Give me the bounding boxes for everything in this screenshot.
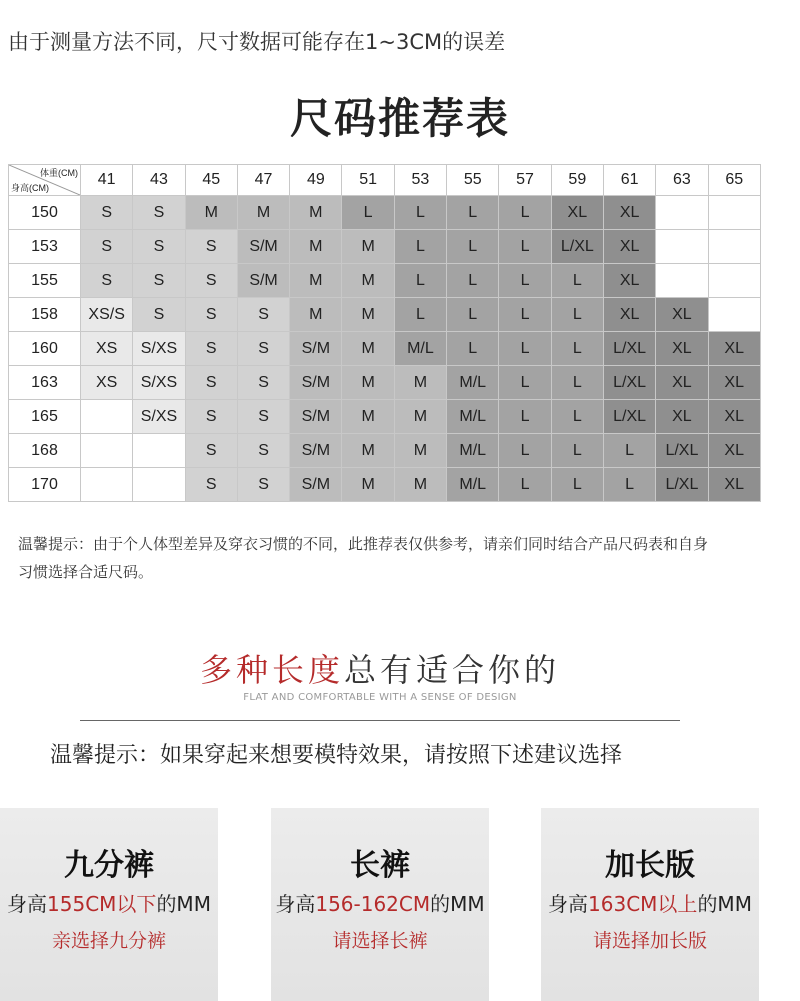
size-cell: S	[133, 230, 185, 264]
height-cell: 153	[9, 230, 81, 264]
size-cell: S	[237, 332, 289, 366]
weight-header-cell: 55	[447, 165, 499, 196]
size-cell	[81, 434, 133, 468]
length-card-title: 长裤	[350, 848, 410, 883]
weight-header-cell: 49	[290, 165, 342, 196]
model-effect-advice: 温馨提示：如果穿起来想要模特效果，请按照下述建议选择	[50, 743, 623, 768]
length-card-action: 请选择加长版	[592, 930, 707, 952]
table-corner-cell	[9, 165, 81, 196]
size-cell: S	[81, 230, 133, 264]
size-cell: S	[133, 196, 185, 230]
size-cell: L	[394, 230, 446, 264]
table-row	[9, 434, 761, 468]
size-cell: S	[237, 400, 289, 434]
size-cell: L	[499, 196, 551, 230]
size-cell	[708, 196, 760, 230]
size-cell: M/L	[394, 332, 446, 366]
size-cell: M	[342, 400, 394, 434]
size-cell: M/L	[447, 366, 499, 400]
size-cell: XL	[708, 332, 760, 366]
size-cell: L	[447, 332, 499, 366]
length-title-rest: 总有适合你的	[344, 651, 561, 689]
size-cell: M	[342, 264, 394, 298]
size-cell: S	[237, 366, 289, 400]
size-cell: XL	[603, 196, 655, 230]
size-cell	[708, 264, 760, 298]
length-card-title: 加长版	[605, 848, 695, 883]
size-recommendation-table	[8, 164, 761, 502]
size-cell: S/XS	[133, 400, 185, 434]
size-cell: S	[185, 298, 237, 332]
size-cell: M	[342, 298, 394, 332]
table-row	[9, 400, 761, 434]
size-cell: L	[499, 400, 551, 434]
size-cell: S/M	[290, 366, 342, 400]
size-cell	[133, 468, 185, 502]
length-section-title	[0, 645, 760, 691]
size-cell: S/M	[290, 400, 342, 434]
size-cell	[81, 468, 133, 502]
height-cell: 168	[9, 434, 81, 468]
height-axis-label: 身高(CM)	[11, 183, 49, 193]
size-cell: L	[499, 366, 551, 400]
size-cell: S	[185, 264, 237, 298]
size-cell: S/M	[237, 230, 289, 264]
size-table-body	[9, 196, 761, 502]
size-cell: L/XL	[656, 468, 708, 502]
weight-header-row	[9, 165, 761, 196]
length-title-highlight: 多种长度	[199, 651, 344, 689]
height-cell: 150	[9, 196, 81, 230]
size-cell	[656, 264, 708, 298]
size-cell: XL	[708, 468, 760, 502]
weight-axis-label: 体重(CM)	[40, 168, 78, 178]
size-cell: L/XL	[603, 366, 655, 400]
size-cell: L	[499, 434, 551, 468]
size-cell: M	[290, 230, 342, 264]
size-chart-title: 尺码推荐表	[289, 94, 510, 143]
height-suffix: 的MM	[430, 892, 485, 916]
size-cell: XL	[551, 196, 603, 230]
size-cell: S/XS	[133, 332, 185, 366]
size-cell: M	[394, 434, 446, 468]
size-cell: S	[81, 264, 133, 298]
measurement-notice: 由于测量方法不同，尺寸数据可能存在1~3CM的误差	[8, 30, 506, 54]
weight-header-cell: 45	[185, 165, 237, 196]
size-cell	[656, 196, 708, 230]
size-cell: L	[551, 264, 603, 298]
size-cell: S/M	[237, 264, 289, 298]
weight-header-cell: 59	[551, 165, 603, 196]
size-cell: M	[185, 196, 237, 230]
size-cell: L	[551, 332, 603, 366]
height-prefix: 身高	[548, 892, 589, 916]
size-cell: M	[290, 196, 342, 230]
size-cell: XL	[708, 434, 760, 468]
size-cell: M	[290, 264, 342, 298]
size-cell	[133, 434, 185, 468]
size-cell: L	[551, 366, 603, 400]
size-cell: M	[394, 400, 446, 434]
size-cell: L	[394, 264, 446, 298]
size-cell: S	[185, 468, 237, 502]
size-cell: S	[237, 468, 289, 502]
size-cell: M	[342, 434, 394, 468]
size-cell: M	[394, 366, 446, 400]
size-cell: L	[447, 298, 499, 332]
size-cell: L/XL	[656, 434, 708, 468]
weight-header-cell: 51	[342, 165, 394, 196]
size-cell: M	[342, 332, 394, 366]
height-cell: 160	[9, 332, 81, 366]
weight-header-cell: 43	[133, 165, 185, 196]
size-cell: M	[394, 468, 446, 502]
table-row	[9, 230, 761, 264]
height-range: 163CM以上	[588, 892, 698, 916]
size-cell: S	[237, 298, 289, 332]
table-row	[9, 196, 761, 230]
length-card-height-line	[535, 888, 765, 917]
size-cell: XL	[656, 366, 708, 400]
size-cell: M	[342, 468, 394, 502]
size-chart-tip: 温馨提示：由于个人体型差异及穿衣习惯的不同，此推荐表仅供参考，请亲们同时结合产品尺码表和自身习惯选择合适尺码。	[18, 535, 709, 581]
section-divider	[80, 720, 680, 721]
height-suffix: 的MM	[156, 892, 211, 916]
weight-header-cell: 41	[81, 165, 133, 196]
size-cell: L	[551, 468, 603, 502]
size-cell: L	[394, 298, 446, 332]
length-card-height-line	[0, 888, 224, 917]
size-cell: L	[551, 298, 603, 332]
weight-header-cell: 53	[394, 165, 446, 196]
size-cell: XL	[656, 332, 708, 366]
size-cell: XS/S	[81, 298, 133, 332]
height-cell: 165	[9, 400, 81, 434]
height-range: 156-162CM	[315, 892, 431, 916]
size-cell: S	[185, 332, 237, 366]
size-cell: S	[185, 230, 237, 264]
size-cell: M/L	[447, 434, 499, 468]
size-cell: XL	[603, 298, 655, 332]
weight-header-cell: 63	[656, 165, 708, 196]
size-cell: XL	[708, 366, 760, 400]
size-cell: L	[551, 400, 603, 434]
height-prefix: 身高	[275, 892, 316, 916]
table-row	[9, 366, 761, 400]
weight-header-cell: 65	[708, 165, 760, 196]
size-cell: L	[499, 230, 551, 264]
height-cell: 155	[9, 264, 81, 298]
length-card-cropped	[0, 808, 218, 1001]
size-cell: L	[499, 332, 551, 366]
height-suffix: 的MM	[697, 892, 752, 916]
size-cell: M/L	[447, 468, 499, 502]
size-cell: XL	[603, 264, 655, 298]
table-row	[9, 264, 761, 298]
size-cell: S	[185, 366, 237, 400]
length-card-action: 亲选择九分裤	[51, 930, 166, 952]
size-cell: XS	[81, 332, 133, 366]
height-cell: 158	[9, 298, 81, 332]
size-cell	[656, 230, 708, 264]
height-prefix: 身高	[7, 892, 48, 916]
size-cell	[708, 298, 760, 332]
length-section-subtitle: FLAT AND COMFORTABLE WITH A SENSE OF DESIGN	[243, 692, 517, 703]
weight-header-cell: 61	[603, 165, 655, 196]
size-cell: M/L	[447, 400, 499, 434]
height-range: 155CM以下	[47, 892, 157, 916]
size-cell: L	[394, 196, 446, 230]
table-row	[9, 468, 761, 502]
height-cell: 170	[9, 468, 81, 502]
size-cell: XL	[656, 298, 708, 332]
size-cell: L	[447, 264, 499, 298]
size-cell: S	[237, 434, 289, 468]
size-cell: L/XL	[603, 332, 655, 366]
size-cell: S	[185, 434, 237, 468]
weight-header-cell: 57	[499, 165, 551, 196]
size-cell: XL	[656, 400, 708, 434]
size-cell: M	[237, 196, 289, 230]
size-cell: XL	[603, 230, 655, 264]
size-cell: M	[290, 298, 342, 332]
size-cell: L	[342, 196, 394, 230]
table-row	[9, 332, 761, 366]
size-cell: S	[81, 196, 133, 230]
weight-header-cell: 47	[237, 165, 289, 196]
size-cell: L/XL	[603, 400, 655, 434]
size-cell: S	[133, 264, 185, 298]
size-cell: L	[603, 468, 655, 502]
size-cell	[81, 400, 133, 434]
size-cell: XS	[81, 366, 133, 400]
size-cell: S	[133, 298, 185, 332]
size-cell: S/M	[290, 332, 342, 366]
size-cell: L/XL	[551, 230, 603, 264]
size-cell: L	[551, 434, 603, 468]
size-cell: XL	[708, 400, 760, 434]
size-cell: L	[499, 264, 551, 298]
length-card-extended	[541, 808, 759, 1001]
size-cell: S	[185, 400, 237, 434]
length-card-height-line	[265, 888, 495, 917]
size-cell: M	[342, 230, 394, 264]
size-cell: L	[447, 196, 499, 230]
size-cell: L	[447, 230, 499, 264]
table-row	[9, 298, 761, 332]
size-cell: L	[499, 298, 551, 332]
size-cell	[708, 230, 760, 264]
size-cell: S/M	[290, 434, 342, 468]
size-cell: S/XS	[133, 366, 185, 400]
height-cell: 163	[9, 366, 81, 400]
size-cell: S/M	[290, 468, 342, 502]
length-card-action: 请选择长裤	[332, 930, 428, 952]
size-cell: L	[603, 434, 655, 468]
size-cell: M	[342, 366, 394, 400]
length-card-long	[271, 808, 489, 1001]
length-card-title: 九分裤	[64, 848, 154, 883]
size-cell: L	[499, 468, 551, 502]
